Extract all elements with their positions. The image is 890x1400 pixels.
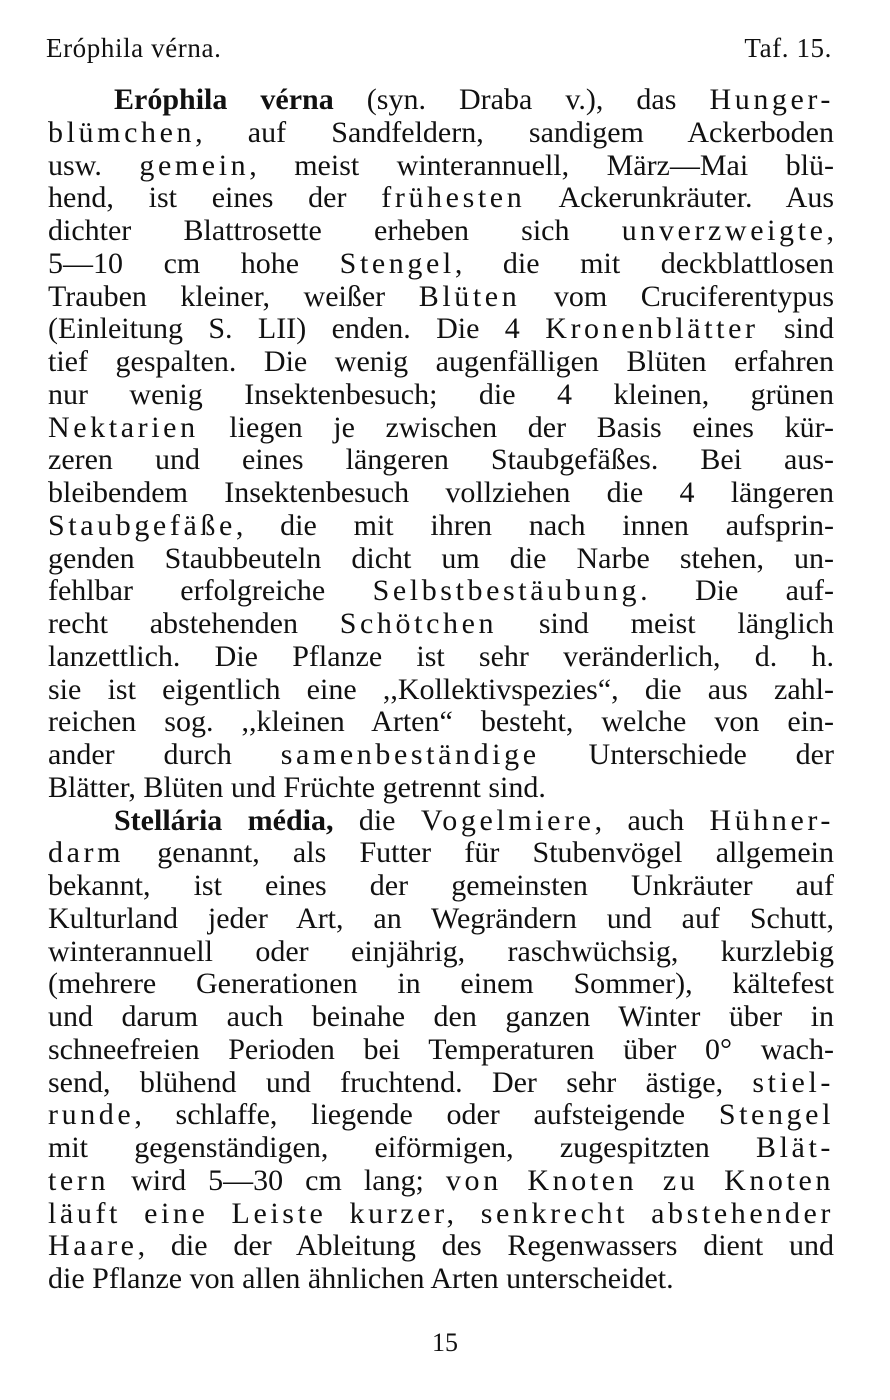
spaced-term: Hunger- xyxy=(709,83,835,116)
spaced-term: von Knoten zu Knoten xyxy=(445,1163,834,1197)
text-line: Nektarien liegen je zwischen der Basis eines kür- xyxy=(48,410,834,444)
text-line: dichter Blattrosette erheben sich unverzweigte, xyxy=(48,214,834,247)
spaced-term: Staubgefäße xyxy=(48,508,236,542)
spaced-term: darm xyxy=(48,836,125,870)
spaced-term: gemein xyxy=(139,148,250,182)
text-line: schneefreien Perioden bei Temperaturen über 0° wach- xyxy=(48,1032,834,1066)
spaced-term: Haare xyxy=(48,1229,138,1263)
text-line: send, blühend und fruchtend. Der sehr ästige, stiel- xyxy=(48,1065,834,1099)
spaced-term: Nektarien xyxy=(48,410,199,444)
text-line: ander durch samenbeständige Unterschiede der xyxy=(48,738,834,771)
text-line: 5—10 cm hohe Stengel, die mit deckblattlosen xyxy=(48,246,834,280)
text-line: tern wird 5—30 cm lang; von Knoten zu Knoten xyxy=(48,1163,834,1197)
text-line: Blätter, Blüten und Früchte getrennt sind. xyxy=(48,770,546,804)
text-line: runde, schlaffe, liegende oder aufsteigende Stengel xyxy=(48,1098,834,1132)
spaced-term: Hühner- xyxy=(709,803,835,837)
spaced-term: Stengel xyxy=(339,246,455,280)
text-line: Stellária média, die Vogelmiere, auch Hühner- xyxy=(114,803,835,837)
text-line: sie ist eigentlich eine ,,Kollektivspezies“, die aus zahl- xyxy=(48,672,834,706)
text-line: zeren und eines längeren Staubgefäßes. Bei aus- xyxy=(48,443,834,477)
text-line: genden Staubbeuteln dicht um die Narbe stehen, un- xyxy=(48,541,834,575)
text-line: Trauben kleiner, weißer Blüten vom Cruciferentypus xyxy=(48,279,835,313)
spaced-term: blümchen xyxy=(48,115,196,149)
spaced-term: unverzweigte xyxy=(621,214,827,247)
text-line: darm genannt, als Futter für Stubenvögel allgemein xyxy=(48,836,834,870)
text-line: und darum auch beinahe den ganzen Winter über in xyxy=(48,1000,834,1033)
text-line: blümchen, auf Sandfeldern, sandigem Ackerboden xyxy=(48,115,834,149)
text-line: nur wenig Insektenbesuch; die 4 kleinen, grünen xyxy=(48,377,834,411)
text-line: Eróphila vérna (syn. Draba v.), das Hunger- xyxy=(114,83,835,116)
spaced-term: Schötchen xyxy=(339,607,498,640)
text-line: tief gespalten. Die wenig augenfälligen Blüten erfahren xyxy=(48,345,834,378)
text-line: die Pflanze von allen ähnlichen Arten unterscheidet. xyxy=(48,1262,674,1295)
spaced-term: frühesten xyxy=(381,181,526,215)
text-line: bleibendem Insektenbesuch vollziehen die 4 längeren xyxy=(48,476,834,509)
text-line: (Einleitung S. LII) enden. Die 4 Kronenblätter sind xyxy=(48,312,835,346)
spaced-term: tern xyxy=(48,1163,110,1197)
plate-reference: Taf. 15. xyxy=(744,33,832,63)
spaced-term: Selbstbestäubung xyxy=(372,574,641,608)
body-text xyxy=(48,84,834,1296)
text-line: mit gegenständigen, eiförmigen, zugespitzten Blät- xyxy=(48,1131,834,1164)
spaced-term: stiel- xyxy=(752,1065,834,1099)
text-line: usw. gemein, meist winterannuell, März—Mai blü- xyxy=(48,148,834,182)
species-name: Stellária média, xyxy=(114,803,334,837)
text-line: winterannuell oder einjährig, raschwüchsig, kurzlebig xyxy=(48,934,834,968)
spaced-term: Blüten xyxy=(418,279,521,313)
spaced-term: Blät- xyxy=(756,1131,834,1164)
text-line: recht abstehenden Schötchen sind meist länglich xyxy=(48,607,834,640)
text-line: bekannt, ist eines der gemeinsten Unkräuter auf xyxy=(48,869,834,902)
text-line: fehlbar erfolgreiche Selbstbestäubung. Die auf- xyxy=(48,574,834,608)
spaced-term: Vogelmiere xyxy=(420,803,595,837)
text-line: Kulturland jeder Art, an Wegrändern und auf Schutt, xyxy=(48,901,834,935)
text-line: (mehrere Generationen in einem Sommer), kältefest xyxy=(48,967,834,1001)
text-line: reichen sog. ,,kleinen Arten“ besteht, welche von ein- xyxy=(48,705,834,739)
text-line: Haare, die der Ableitung des Regenwassers dient und xyxy=(48,1229,834,1263)
spaced-term: samenbeständige xyxy=(280,738,540,771)
text-line: hend, ist eines der frühesten Ackerunkräuter. Aus xyxy=(48,181,835,215)
page-number: 15 xyxy=(432,1328,458,1357)
species-name: Eróphila vérna xyxy=(114,83,334,116)
running-title: Eróphila vérna. xyxy=(46,33,222,63)
text-line: läuft eine Leiste kurzer, senkrecht abstehender xyxy=(48,1196,834,1230)
spaced-term: runde xyxy=(48,1098,135,1132)
spaced-term: Stengel xyxy=(718,1098,834,1132)
spaced-term: Kronenblätter xyxy=(545,312,759,346)
text-line: Staubgefäße, die mit ihren nach innen aufsprin- xyxy=(48,508,834,542)
running-header xyxy=(46,28,832,68)
text-line: lanzettlich. Die Pflanze ist sehr veränderlich, d. h. xyxy=(48,639,834,673)
